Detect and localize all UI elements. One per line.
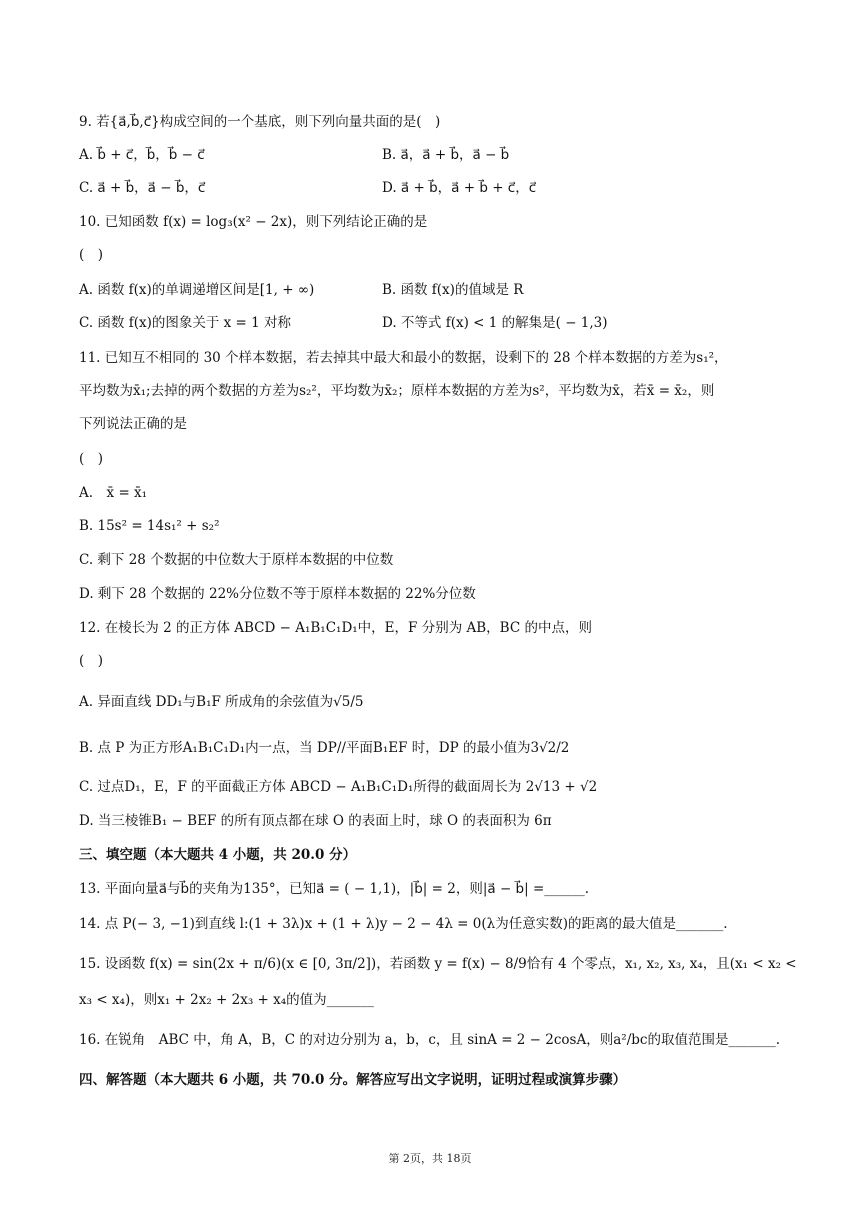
page-footer: 第 2页，共 18页	[388, 1152, 472, 1165]
section-fill-in-heading: 三、填空题（本大题共 4 小题，共 20.0 分）	[79, 847, 357, 863]
question-11-option-d: D. 剩下 28 个数据的 22%分位数不等于原样本数据的 22%分位数	[79, 586, 476, 602]
question-12-stem: 12. 在棱长为 2 的正方体 ABCD − A₁B₁C₁D₁中，E，F 分别为 AB，BC 的中点，则	[79, 620, 592, 636]
question-9-option-a: A. b⃗ + c⃗，b⃗，b⃗ − c⃗	[79, 147, 205, 163]
question-9-option-d: D. a⃗ + b⃗，a⃗ + b⃗ + c⃗，c⃗	[382, 180, 537, 196]
question-12-option-b: B. 点 P 为正方形A₁B₁C₁D₁内一点，当 DP//平面B₁EF 时，DP 的最小值为3√2/2	[79, 740, 570, 756]
question-12-option-d: D. 当三棱锥B₁ − BEF 的所有顶点都在球 O 的表面上时，球 O 的表面积为 6π	[79, 813, 552, 829]
question-10-stem: 10. 已知函数 f(x) = log₃(x² − 2x)，则下列结论正确的是	[79, 214, 428, 230]
question-10-option-a: A. 函数 f(x)的单调递增区间是[1, + ∞)	[79, 282, 315, 298]
question-12-option-c: C. 过点D₁，E，F 的平面截正方体 ABCD − A₁B₁C₁D₁所得的截面周长为 2√13 + √2	[79, 779, 598, 795]
question-12-paren: ( )	[79, 653, 104, 669]
question-12-option-a: A. 异面直线 DD₁与B₁F 所成角的余弦值为√5/5	[79, 694, 364, 710]
question-9-option-b: B. a⃗，a⃗ + b⃗，a⃗ − b⃗	[382, 147, 510, 163]
question-11-option-c: C. 剩下 28 个数据的中位数大于原样本数据的中位数	[79, 552, 394, 568]
question-11-stem-line1: 11. 已知互不相同的 30 个样本数据，若去掉其中最大和最小的数据，设剩下的 28 个样本数据的方差为s₁²，	[79, 350, 728, 366]
question-14: 14. 点 P(− 3, −1)到直线 l:(1 + 3λ)x + (1 + λ)y − 2 − 4λ = 0(λ为任意实数)的距离的最大值是_______.	[79, 916, 728, 932]
question-11-option-b: B. 15s² = 14s₁² + s₂²	[79, 518, 220, 534]
question-11-stem-line2: 平均数为x̄₁;去掉的两个数据的方差为s₂²，平均数为x̄₂；原样本数据的方差为s²，平均数为x̄，若x̄ = x̄₂，则	[79, 383, 715, 399]
question-13: 13. 平面向量a⃗与b⃗的夹角为135°，已知a⃗ = ( − 1,1)，|b⃗| = 2，则|a⃗ − b⃗| =______.	[79, 881, 590, 897]
question-10-option-b: B. 函数 f(x)的值域是 R	[382, 282, 524, 298]
question-11-option-a: A. x̄ = x̄₁	[79, 485, 148, 501]
question-11-paren: ( )	[79, 451, 104, 467]
question-10-option-c: C. 函数 f(x)的图象关于 x = 1 对称	[79, 315, 292, 331]
question-15-line1: 15. 设函数 f(x) = sin(2x + π/6)(x ∈ [0, 3π/2])，若函数 y = f(x) − 8/9恰有 4 个零点，x₁, x₂, x₃, x₄，且(x₁ < x₂ <	[79, 956, 797, 972]
question-15-line2: x₃ < x₄)，则x₁ + 2x₂ + 2x₃ + x₄的值为_______	[79, 992, 374, 1008]
question-16: 16. 在锐角 ABC 中，角 A，B，C 的对边分别为 a，b，c，且 sinA = 2 − 2cosA，则a²/bc的取值范围是_______.	[79, 1032, 780, 1048]
question-9-stem: 9. 若{a⃗,b⃗,c⃗}构成空间的一个基底，则下列向量共面的是( )	[79, 114, 441, 130]
question-10-option-d: D. 不等式 f(x) < 1 的解集是( − 1,3)	[382, 315, 608, 331]
question-9-option-c: C. a⃗ + b⃗，a⃗ − b⃗，c⃗	[79, 180, 206, 196]
question-11-stem-line3: 下列说法正确的是	[79, 416, 187, 432]
section-answer-heading: 四、解答题（本大题共 6 小题，共 70.0 分。解答应写出文字说明，证明过程或演算步骤）	[79, 1072, 627, 1088]
question-10-paren: ( )	[79, 247, 104, 263]
